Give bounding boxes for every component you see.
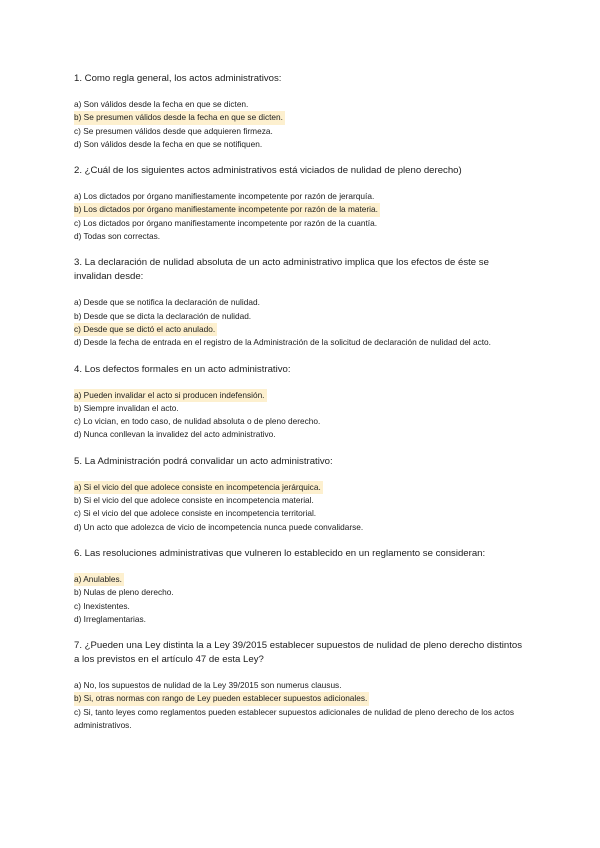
highlighted-answer-option: b) Se presumen válidos desde la fecha en que se dicten. bbox=[74, 111, 285, 124]
question-block bbox=[74, 256, 528, 349]
answer-option: a) Los dictados por órgano manifiestamente incompetente por razón de jerarquía. bbox=[74, 191, 375, 202]
option-list bbox=[74, 190, 528, 243]
option-list bbox=[74, 481, 528, 534]
answer-option: a) Son válidos desde la fecha en que se dicten. bbox=[74, 99, 249, 109]
question-list bbox=[74, 72, 528, 732]
question-block bbox=[74, 363, 528, 442]
highlighted-answer-option: b) Si, otras normas con rango de Ley pueden establecer supuestos adicionales. bbox=[74, 692, 369, 705]
answer-option: c) Si, tanto leyes como reglamentos pueden establecer supuestos adicionales de nulidad de pleno derecho de los actos administrativos. bbox=[74, 706, 515, 731]
question-text: 5. La Administración podrá convalidar un acto administrativo: bbox=[74, 455, 333, 467]
answer-option: b) Nulas de pleno derecho. bbox=[74, 587, 174, 598]
question-text: 6. Las resoluciones administrativas que vulneren lo establecido en un reglamento se consideran: bbox=[74, 547, 486, 559]
answer-option: b) Siempre invalidan el acto. bbox=[74, 402, 179, 413]
answer-option: c) Lo vician, en todo caso, de nulidad absoluta o de pleno derecho. bbox=[74, 416, 321, 427]
question-text: 3. La declaración de nulidad absoluta de un acto administrativo implica que los efectos de éste se invalidan desde: bbox=[74, 257, 489, 283]
answer-option: d) Todas son correctas. bbox=[74, 231, 161, 242]
question-text: 7. ¿Pueden una Ley distinta la a Ley 39/2015 establecer supuestos de nulidad de pleno derecho distintos a los previstos en el artículo 47 de esta Ley? bbox=[74, 640, 523, 666]
question-block bbox=[74, 72, 528, 151]
answer-option: d) Son válidos desde la fecha en que se notifiquen. bbox=[74, 138, 263, 149]
answer-option: c) Los dictados por órgano manifiestamente incompetente por razón de la cuantía. bbox=[74, 217, 378, 228]
option-list bbox=[74, 573, 528, 626]
highlighted-answer-option: b) Los dictados por órgano manifiestamente incompetente por razón de la materia. bbox=[74, 203, 380, 216]
question-text: 4. Los defectos formales en un acto administrativo: bbox=[74, 363, 291, 375]
question-block bbox=[74, 164, 528, 243]
question-block bbox=[74, 455, 528, 534]
option-list bbox=[74, 98, 528, 151]
answer-option: d) Desde la fecha de entrada en el registro de la Administración de la solicitud de declaración de nulidad del acto. bbox=[74, 337, 491, 348]
answer-option: a) Desde que se notifica la declaración de nulidad. bbox=[74, 297, 260, 308]
option-list bbox=[74, 296, 528, 349]
answer-option: c) Inexistentes. bbox=[74, 600, 130, 611]
answer-option: a) No, los supuestos de nulidad de la Ley 39/2015 son numerus clausus. bbox=[74, 680, 342, 691]
answer-option: d) Irreglamentarias. bbox=[74, 613, 146, 624]
highlighted-answer-option: a) Si el vicio del que adolece consiste en incompetencia jerárquica. bbox=[74, 481, 323, 494]
question-text: 1. Como regla general, los actos administrativos: bbox=[74, 73, 282, 84]
answer-option: c) Se presumen válidos desde que adquieren firmeza. bbox=[74, 125, 273, 136]
answer-option: c) Si el vicio del que adolece consiste en incompetencia territorial. bbox=[74, 508, 317, 519]
highlighted-answer-option: a) Pueden invalidar el acto si producen indefensión. bbox=[74, 389, 267, 402]
answer-option: b) Si el vicio del que adolece consiste en incompetencia material. bbox=[74, 495, 314, 506]
option-list bbox=[74, 389, 528, 442]
answer-option: d) Nunca conllevan la invalidez del acto administrativo. bbox=[74, 429, 276, 440]
answer-option: d) Un acto que adolezca de vicio de incompetencia nunca puede convalidarse. bbox=[74, 521, 364, 532]
question-block bbox=[74, 639, 528, 732]
answer-option: b) Desde que se dicta la declaración de nulidad. bbox=[74, 310, 252, 321]
highlighted-answer-option: c) Desde que se dictó el acto anulado. bbox=[74, 323, 217, 336]
question-block bbox=[74, 547, 528, 626]
highlighted-answer-option: a) Anulables. bbox=[74, 573, 124, 586]
option-list bbox=[74, 679, 528, 732]
question-text: 2. ¿Cuál de los siguientes actos administrativos está viciados de nulidad de pleno derecho) bbox=[74, 165, 462, 177]
